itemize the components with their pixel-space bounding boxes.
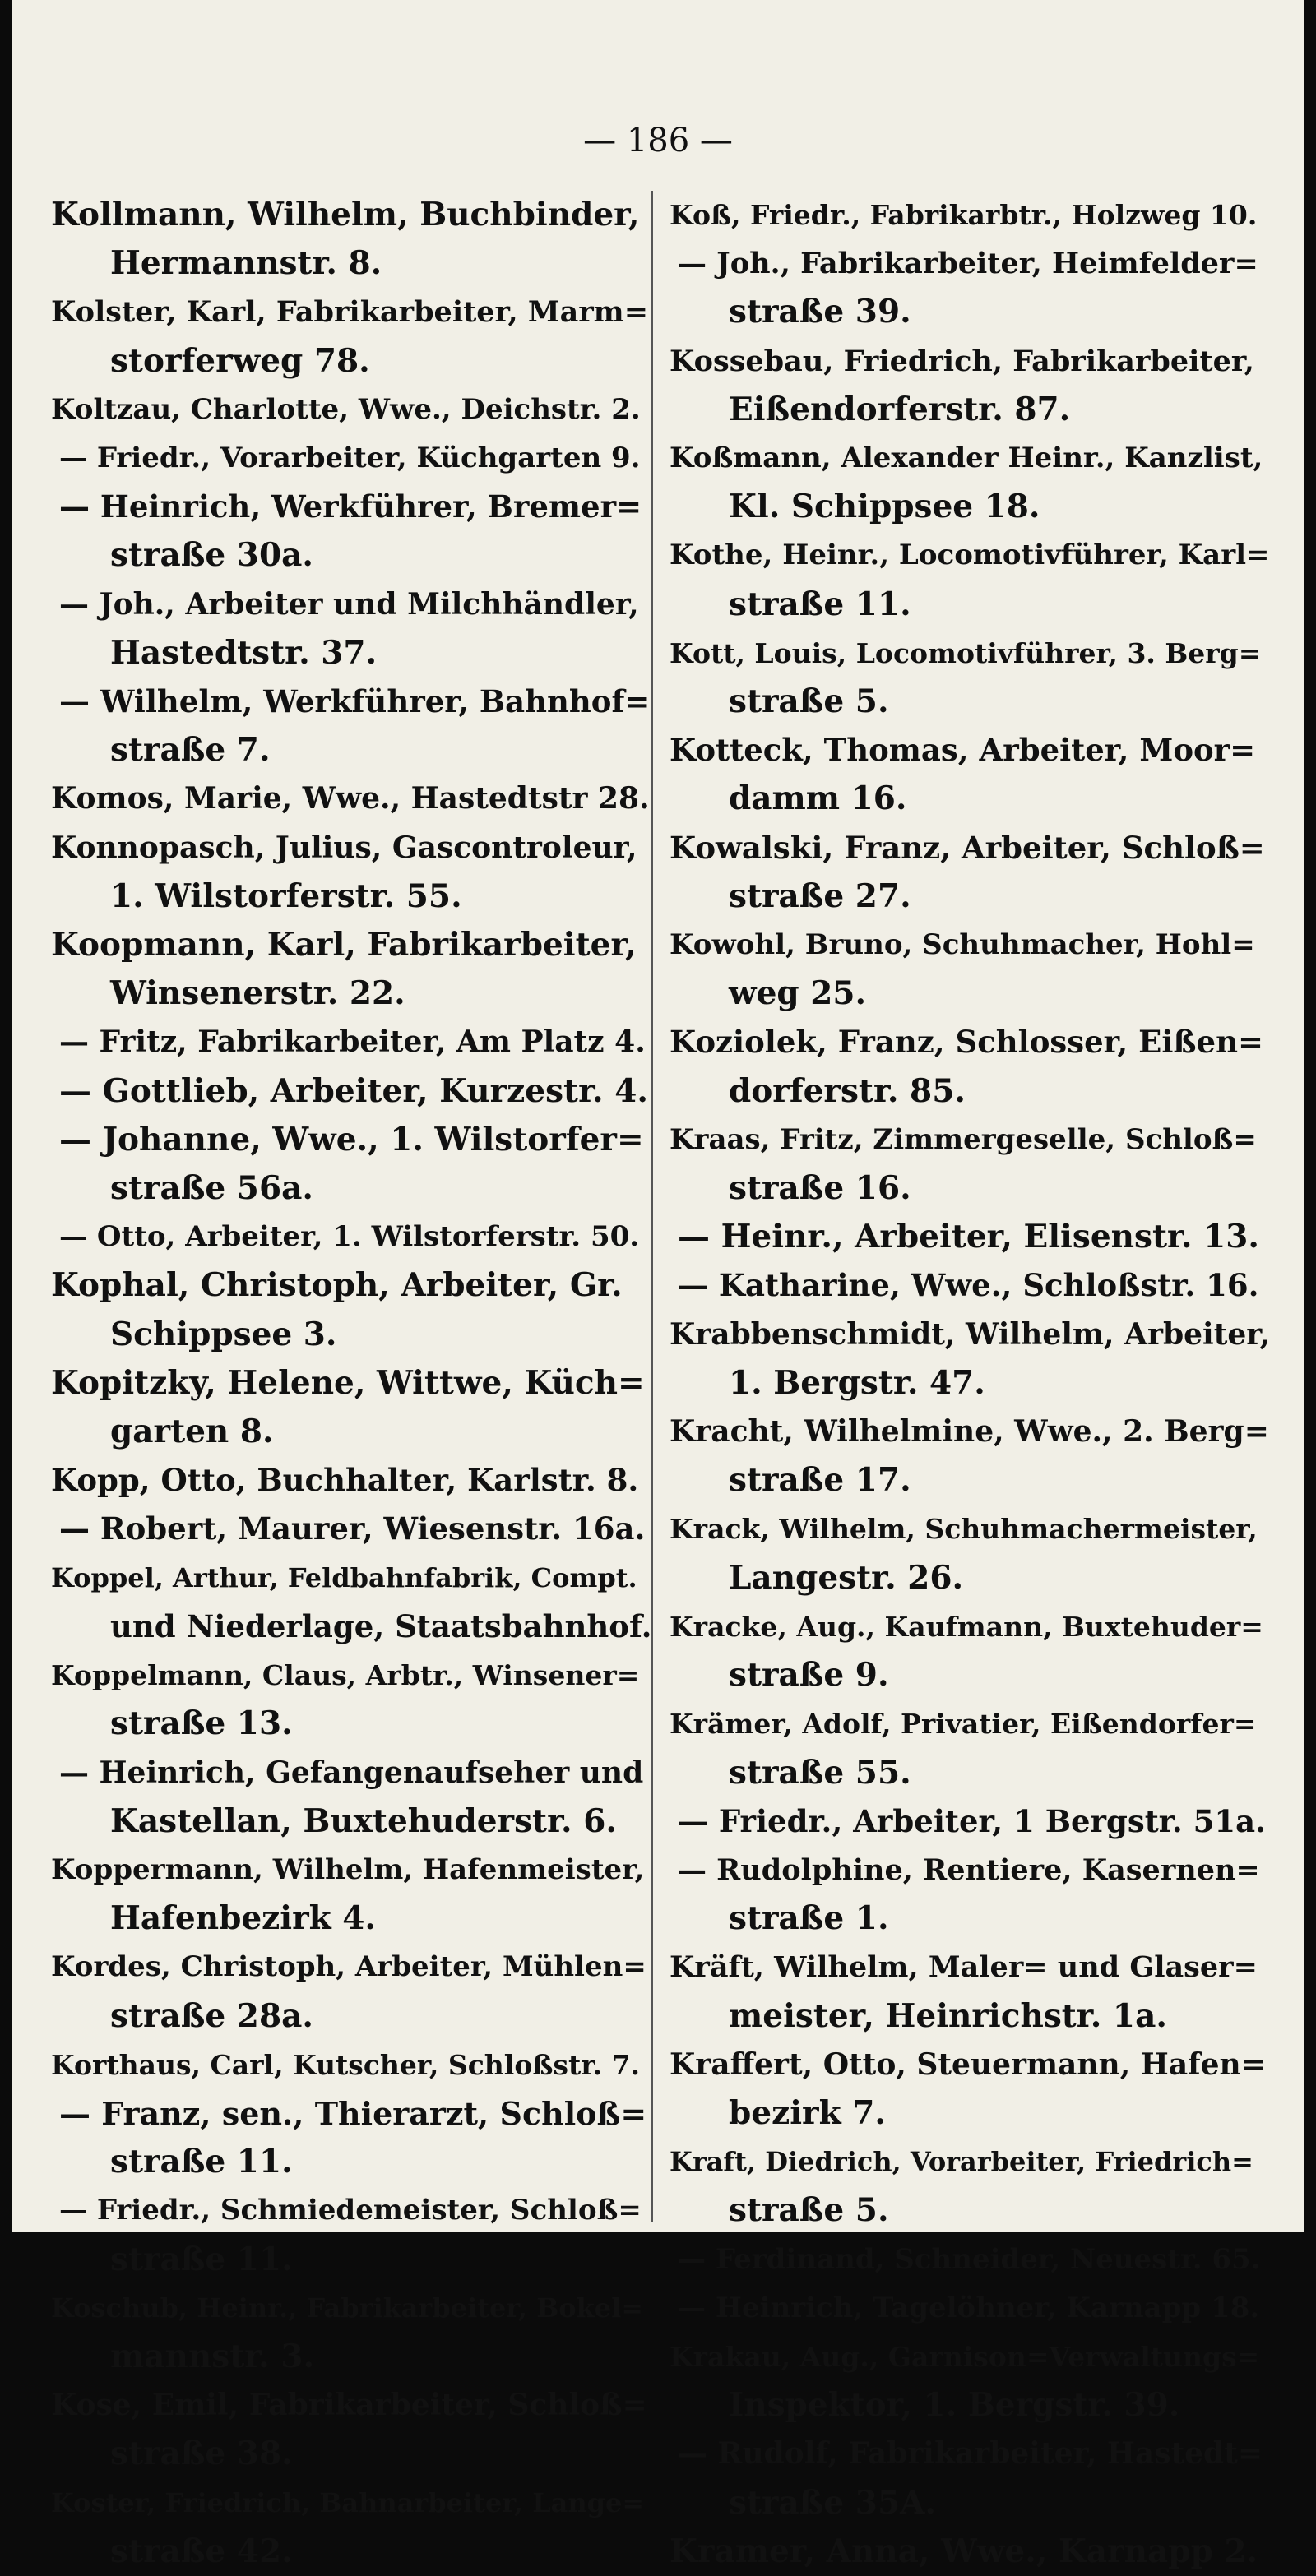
entry-continuation: 1. Bergstr. 47. — [729, 1363, 985, 1402]
entry-line: Kraft, Diedrich, Vorarbeiter, Friedrich= — [670, 2146, 1253, 2178]
entry-continuation: meister, Heinrichstr. 1a. — [729, 1996, 1167, 2035]
entry-line: Korthaus, Carl, Kutscher, Schloßstr. 7. — [51, 2048, 641, 2081]
directory-entry — [51, 580, 651, 678]
directory-entry — [51, 1213, 651, 1261]
entry-continuation: straße 42. — [110, 2532, 293, 2570]
directory-entry — [670, 1943, 1270, 2040]
directory-entry — [670, 2041, 1270, 2138]
entry-continuation: mannstr. 3. — [110, 2337, 315, 2375]
entry-line: Kramer, Anna, Wwe., Karnapp 2. — [670, 2532, 1258, 2570]
entry-line: Kräft, Wilhelm, Maler= und Glaser= — [670, 1950, 1258, 1985]
entry-continuation: straße 39. — [729, 293, 911, 331]
entry-line: Kothe, Heinr., Locomotivführer, Karl= — [670, 539, 1270, 572]
entry-line: Kolster, Karl, Fabrikarbeiter, Marm= — [51, 295, 649, 330]
entry-line: — Rudolphine, Rentiere, Kasernen= — [678, 1852, 1260, 1887]
entry-line: Koopmann, Karl, Fabrikarbeiter, — [51, 926, 637, 964]
directory-entry — [670, 337, 1270, 434]
entry-line: Krämer, Adolf, Privatier, Eißendorfer= — [670, 1708, 1257, 1741]
right-column — [670, 191, 1270, 2576]
entry-continuation: 1. Wilstorferstr. 55. — [110, 876, 462, 915]
directory-entry — [670, 239, 1270, 336]
entry-continuation: straße 17. — [729, 1461, 911, 1500]
directory-page — [12, 0, 1304, 2570]
entry-line: — Friedr., Vorarbeiter, Küchgarten 9. — [59, 442, 641, 475]
entry-line: — Katharine, Wwe., Schloßstr. 16. — [678, 1267, 1259, 1304]
entry-continuation: dorferstr. 85. — [729, 1071, 966, 1110]
entry-continuation: straße 7. — [110, 731, 271, 770]
entry-continuation: straße 55. — [729, 1753, 911, 1792]
entry-continuation: straße 35A. — [729, 2483, 936, 2522]
directory-entry — [51, 434, 651, 483]
directory-entry — [670, 1116, 1270, 1213]
directory-entry — [51, 2186, 651, 2283]
directory-entry — [670, 1602, 1270, 1700]
entry-continuation: straße 16. — [729, 1169, 911, 1208]
entry-line: — Joh., Arbeiter und Milchhändler, — [59, 586, 639, 622]
entry-line: Kowohl, Bruno, Schuhmacher, Hohl= — [670, 928, 1255, 962]
directory-entry — [670, 1408, 1270, 1505]
directory-entry — [51, 824, 651, 921]
entry-continuation: straße 28a. — [110, 1996, 313, 2035]
entry-line: — Franz, sen., Thierarzt, Schloß= — [59, 2094, 647, 2132]
column-divider — [651, 191, 653, 2222]
directory-entry — [51, 1261, 651, 1358]
entry-continuation: Schippsee 3. — [110, 1315, 337, 1353]
entry-line: — Fritz, Fabrikarbeiter, Am Platz 4. — [59, 1024, 646, 1060]
entry-continuation: straße 9. — [729, 1656, 889, 1695]
directory-entry — [670, 2284, 1270, 2333]
entry-line: — Joh., Fabrikarbeiter, Heimfelder= — [678, 247, 1258, 281]
directory-entry — [51, 386, 651, 434]
directory-entry — [670, 2138, 1270, 2235]
entry-continuation: straße 38. — [110, 2435, 293, 2473]
entry-line: — Ferdinand, Schneider, Neuestr. 65. — [678, 2242, 1261, 2276]
entry-continuation: straße 13. — [110, 1704, 293, 1743]
directory-entry — [670, 824, 1270, 921]
directory-entry — [51, 678, 651, 775]
left-column — [51, 191, 651, 2576]
entry-continuation: Eißendorferstr. 87. — [729, 390, 1071, 428]
entry-line: — Rudolf, Fabrikarbeiter, Hastedt= — [678, 2436, 1263, 2472]
directory-entry — [670, 2333, 1270, 2430]
entry-continuation: straße 56a. — [110, 1169, 313, 1208]
directory-entry — [670, 1261, 1270, 1310]
entry-line: Koschub, Heinr., Fabrikarbeiter, Bokel= — [51, 2292, 644, 2324]
entry-line: Kophal, Christoph, Arbeiter, Gr. — [51, 1266, 623, 1305]
directory-entry — [51, 191, 651, 288]
directory-entry — [51, 1554, 651, 1651]
directory-entry — [51, 1067, 651, 1116]
directory-entry — [51, 483, 651, 580]
directory-entry — [51, 921, 651, 1018]
entry-line: Kraffert, Otto, Steuermann, Hafen= — [670, 2046, 1266, 2082]
entry-line: Kraas, Fritz, Zimmergeselle, Schloß= — [670, 1122, 1257, 1156]
directory-entry — [670, 2236, 1270, 2284]
directory-entry — [51, 2381, 651, 2478]
entry-line: Koßmann, Alexander Heinr., Kanzlist, — [670, 442, 1263, 475]
entry-line: — Otto, Arbeiter, 1. Wilstorferstr. 50. — [59, 1220, 640, 1254]
directory-entry — [670, 1797, 1270, 1846]
directory-entry — [51, 2284, 651, 2381]
entry-continuation: straße 27. — [729, 876, 911, 915]
directory-entry — [670, 1018, 1270, 1115]
directory-entry — [51, 1116, 651, 1213]
entry-line: Koppel, Arthur, Feldbahnfabrik, Compt. — [51, 1561, 637, 1593]
entry-line: — Heinrich, Tagelöhner, Karnapp 18. — [678, 2291, 1260, 2324]
entry-line: — Heinrich, Werkführer, Bremer= — [59, 488, 642, 525]
entry-line: Kopp, Otto, Buchhalter, Karlstr. 8. — [51, 1462, 639, 1499]
directory-entry — [51, 1749, 651, 1846]
entry-line: Koppelmann, Claus, Arbtr., Winsener= — [51, 1659, 640, 1692]
entry-continuation: straße 5. — [729, 682, 889, 721]
entry-continuation: Kl. Schippsee 18. — [729, 488, 1040, 526]
directory-entry — [51, 1651, 651, 1748]
entry-line: Krakau, Aug., Garnison=Verwaltungs= — [670, 2340, 1260, 2373]
entry-line: Kott, Louis, Locomotivführer, 3. Berg= — [670, 636, 1262, 669]
directory-entry — [670, 191, 1270, 239]
directory-entry — [51, 2089, 651, 2186]
entry-continuation: Langestr. 26. — [729, 1558, 964, 1597]
entry-continuation: straße 11. — [110, 2143, 293, 2181]
directory-entry — [51, 2041, 651, 2089]
directory-entry — [51, 1359, 651, 1456]
entry-continuation: Kastellan, Buxtehuderstr. 6. — [110, 1801, 617, 1840]
entry-line: — Wilhelm, Werkführer, Bahnhof= — [59, 683, 651, 720]
entry-continuation: Inspektor, 1. Bergstr. 39. — [729, 2386, 1180, 2425]
entry-line: — Heinrich, Gefangenaufseher und — [59, 1755, 644, 1790]
entry-line: — Gottlieb, Arbeiter, Kurzestr. 4. — [59, 1071, 648, 1110]
entry-line: — Friedr., Schmiedemeister, Schloß= — [59, 2194, 642, 2227]
entry-line: Koltzau, Charlotte, Wwe., Deichstr. 2. — [51, 392, 641, 426]
entry-continuation: straße 11. — [110, 2240, 293, 2278]
entry-continuation: weg 25. — [729, 974, 867, 1013]
entry-line: Krack, Wilhelm, Schuhmachermeister, — [670, 1513, 1258, 1546]
directory-entry — [670, 1846, 1270, 1943]
entry-continuation: Hastedtstr. 37. — [110, 633, 378, 672]
entry-line: Kracht, Wilhelmine, Wwe., 2. Berg= — [670, 1414, 1269, 1450]
directory-entry — [670, 1505, 1270, 1602]
entry-line: — Johanne, Wwe., 1. Wilstorfer= — [59, 1120, 644, 1159]
directory-entry — [670, 1311, 1270, 1408]
page-number: — 186 — — [583, 122, 733, 160]
entry-line: Koziolek, Franz, Schlosser, Eißen= — [670, 1024, 1263, 1061]
entry-line: — Robert, Maurer, Wiesenstr. 16a. — [59, 1510, 646, 1547]
directory-entry — [670, 531, 1270, 628]
directory-entry — [670, 1213, 1270, 1261]
directory-entry — [51, 1018, 651, 1066]
entry-line: — Friedr., Arbeiter, 1 Bergstr. 51a. — [678, 1802, 1266, 1839]
directory-entry — [51, 1943, 651, 2040]
entry-continuation: damm 16. — [729, 779, 907, 818]
entry-continuation: storferweg 78. — [110, 341, 370, 380]
entry-continuation: Hermannstr. 8. — [110, 244, 382, 283]
entry-continuation: straße 30a. — [110, 536, 313, 575]
entry-continuation: garten 8. — [110, 1413, 274, 1451]
entry-line: Koppermann, Wilhelm, Hafenmeister, — [51, 1852, 645, 1886]
entry-continuation: Hafenbezirk 4. — [110, 1899, 376, 1938]
entry-line: Kollmann, Wilhelm, Buchbinder, — [51, 196, 640, 234]
entry-line: Kopitzky, Helene, Wittwe, Küch= — [51, 1363, 645, 1402]
entry-continuation: straße 11. — [729, 585, 911, 623]
entry-line: Krabbenschmidt, Wilhelm, Arbeiter, — [670, 1316, 1271, 1352]
entry-line: — Heinr., Arbeiter, Elisenstr. 13. — [678, 1218, 1259, 1256]
entry-line: Kracke, Aug., Kaufmann, Buxtehuder= — [670, 1610, 1263, 1643]
directory-entry — [670, 629, 1270, 726]
directory-entry — [670, 1700, 1270, 1797]
directory-entry — [670, 726, 1270, 823]
entry-line: Komos, Marie, Wwe., Hastedtstr 28. — [51, 781, 650, 816]
entry-continuation: straße 1. — [729, 1899, 889, 1938]
entry-line: Kowalski, Franz, Arbeiter, Schloß= — [670, 829, 1265, 866]
entry-line: Konnopasch, Julius, Gascontroleur, — [51, 830, 637, 865]
directory-entry — [670, 2430, 1270, 2527]
directory-entry — [670, 2527, 1270, 2576]
directory-entry — [670, 434, 1270, 531]
entry-line: Kordes, Christoph, Arbeiter, Mühlen= — [51, 1950, 646, 1984]
entry-continuation: und Niederlage, Staatsbahnhof. — [110, 1607, 652, 1644]
entry-line: Kotteck, Thomas, Arbeiter, Moor= — [670, 732, 1256, 769]
entry-continuation: bezirk 7. — [729, 2093, 886, 2132]
directory-entry — [51, 775, 651, 823]
entry-line: Koster, Friedrich, Bahnarbeiter, Lange= — [51, 2486, 645, 2518]
entry-continuation: straße 5. — [729, 2191, 889, 2230]
directory-entry — [51, 2479, 651, 2576]
directory-entry — [51, 1505, 651, 1553]
entry-line: Kose, Emil, Fabrikarbeiter, Schloß= — [51, 2388, 647, 2423]
directory-entry — [51, 288, 651, 385]
directory-entry — [51, 1456, 651, 1505]
entry-line: Kossebau, Friedrich, Fabrikarbeiter, — [670, 344, 1254, 378]
entry-line: Koß, Friedr., Fabrikarbtr., Holzweg 10. — [670, 199, 1258, 231]
directory-entry — [670, 921, 1270, 1018]
directory-entry — [51, 1846, 651, 1943]
entry-continuation: Winsenerstr. 22. — [110, 974, 405, 1013]
